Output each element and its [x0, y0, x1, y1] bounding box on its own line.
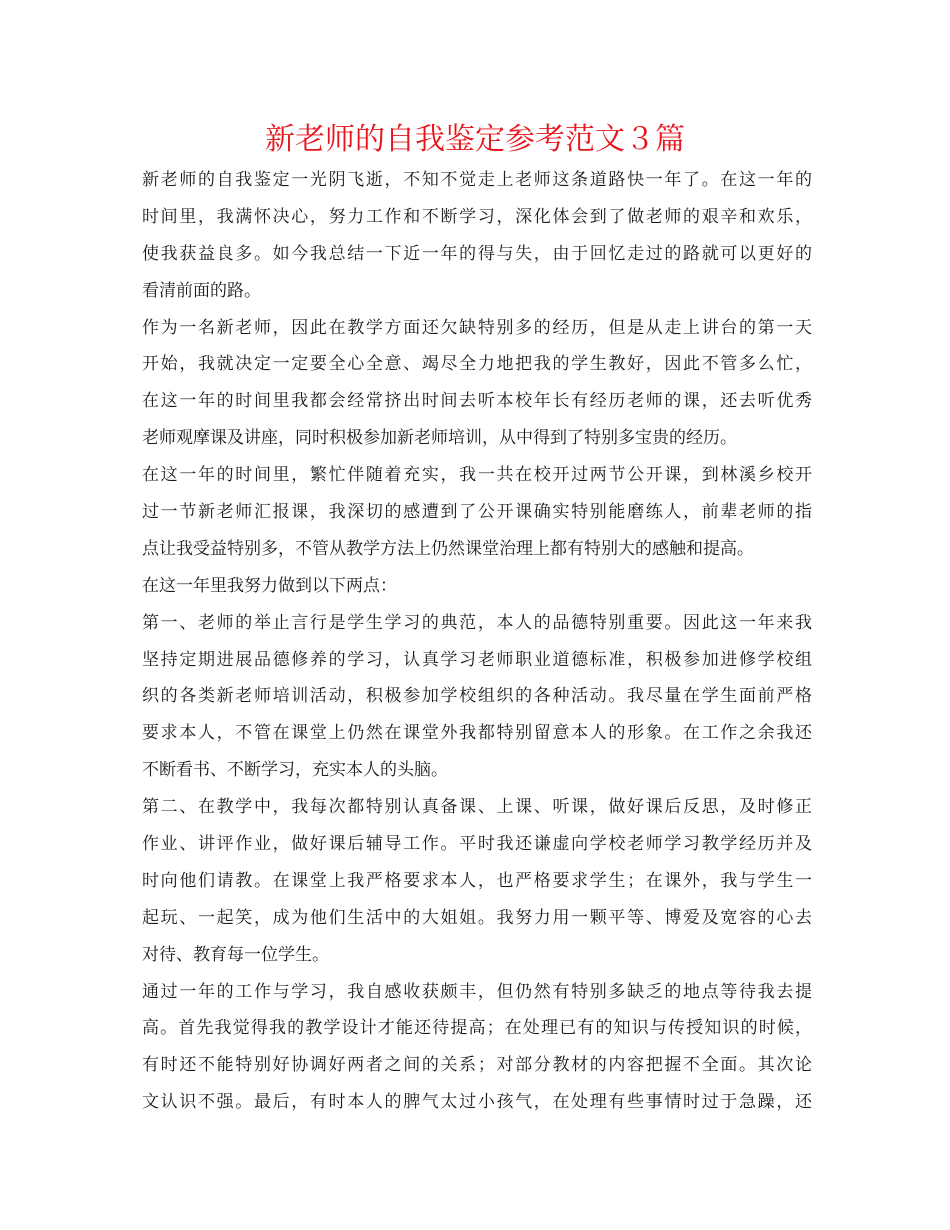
document-title: 新老师的自我鉴定参考范文３篇	[265, 122, 685, 157]
text-line: 起玩、一起笑，成为他们生活中的大姐姐。我努力用一颗平等、博爱及宽容的心去	[142, 907, 812, 928]
text-line: 看清前面的路。	[142, 280, 261, 301]
text-line: 对待、教育每一位学生。	[142, 944, 329, 965]
text-line: 过一节新老师汇报课，我深切的感遭到了公开课确实特别能磨练人，前辈老师的指	[142, 502, 812, 523]
text-line: 点让我受益特别多，不管从教学方法上仍然课堂治理上都有特别大的感触和提高。	[142, 538, 754, 559]
text-line: 开始，我就决定一定要全心全意、竭尽全力地把我的学生教好，因此不管多么忙，	[142, 354, 812, 375]
text-line: 通过一年的工作与学习，我自感收获颇丰，但仍然有特别多缺乏的地点等待我去提	[142, 981, 812, 1002]
text-line: 新老师的自我鉴定一光阴飞逝，不知不觉走上老师这条道路快一年了。在这一年的	[142, 170, 812, 190]
text-line: 时向他们请教。在课堂上我严格要求本人，也严格要求学生；在课外，我与学生一	[142, 870, 812, 891]
text-line: 坚持定期进展品德修养的学习，认真学习老师职业道德标准，积极参加进修学校组	[142, 649, 812, 670]
text-line: 织的各类新老师培训活动，积极参加学校组织的各种活动。我尽量在学生面前严格	[142, 686, 812, 707]
document-body	[142, 162, 812, 1121]
text-line: 作业、讲评作业，做好课后辅导工作。平时我还谦虚向学校老师学习教学经历并及	[142, 834, 812, 855]
text-line: 老师观摩课及讲座，同时积极参加新老师培训，从中得到了特别多宝贵的经历。	[142, 428, 737, 449]
text-line: 使我获益良多。如今我总结一下近一年的得与失，由于回忆走过的路就可以更好的	[142, 243, 812, 264]
text-line: 在这一年里我努力做到以下两点：	[142, 575, 397, 596]
text-line: 不断看书、不断学习，充实本人的头脑。	[142, 760, 448, 781]
text-line: 时间里，我满怀决心，努力工作和不断学习，深化体会到了做老师的艰辛和欢乐，	[142, 206, 812, 227]
text-line: 作为一名新老师，因此在教学方面还欠缺特别多的经历，但是从走上讲台的第一天	[142, 317, 812, 338]
text-line: 第一、老师的举止言行是学生学习的典范，本人的品德特别重要。因此这一年来我	[142, 612, 812, 633]
text-line: 文认识不强。最后，有时本人的脾气太过小孩气，在处理有些事情时过于急躁，还	[142, 1092, 812, 1113]
text-line: 第二、在教学中，我每次都特别认真备课、上课、听课，做好课后反思，及时修正	[142, 797, 812, 818]
text-line: 要求本人，不管在课堂上仍然在课堂外我都特别留意本人的形象。在工作之余我还	[142, 723, 812, 744]
text-line: 在这一年的时间里我都会经常挤出时间去听本校年长有经历老师的课，还去听优秀	[142, 391, 812, 412]
text-line: 有时还不能特别好协调好两者之间的关系；对部分教材的内容把握不全面。其次论	[142, 1055, 812, 1076]
text-line: 在这一年的时间里，繁忙伴随着充实，我一共在校开过两节公开课，到林溪乡校开	[142, 465, 812, 486]
text-line: 高。首先我觉得我的教学设计才能还待提高；在处理已有的知识与传授知识的时候，	[142, 1018, 812, 1039]
